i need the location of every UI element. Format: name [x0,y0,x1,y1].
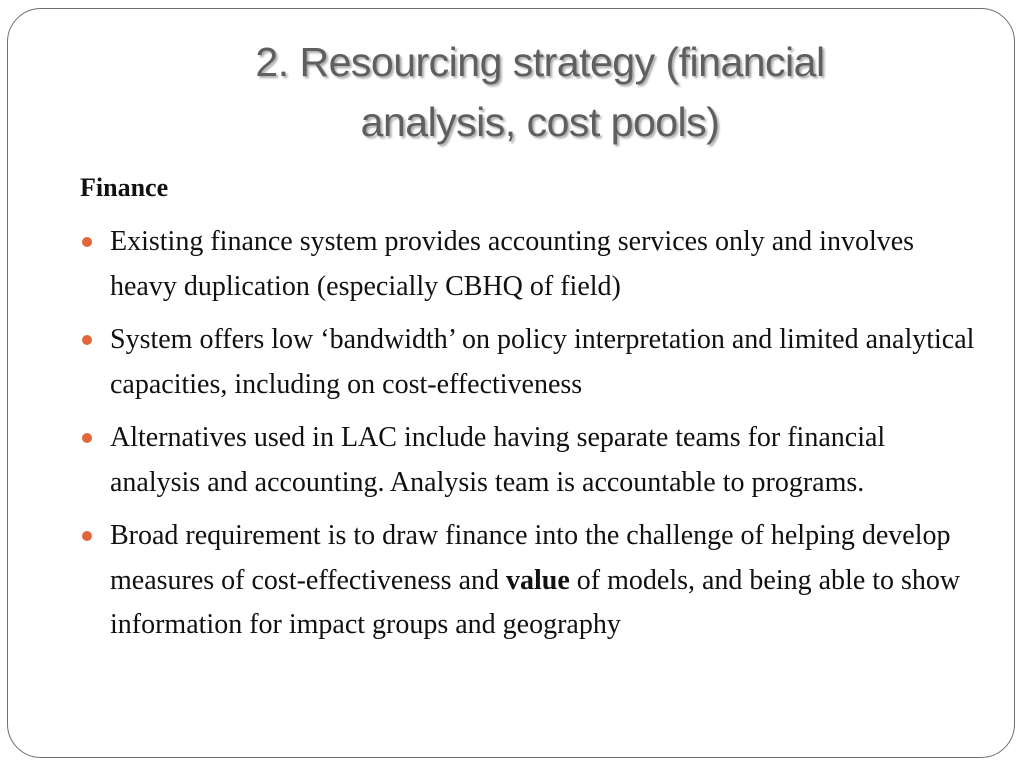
slide-title-line-2: analysis, cost pools) [360,99,720,145]
bullet-item [80,514,980,648]
bullet-list [80,220,980,648]
bullet-text-part: of models, and being able to show information for impact groups and geography [110,564,961,640]
bullet-dot-icon [82,335,92,345]
bullet-item [80,416,980,505]
bullet-dot-icon [82,531,92,541]
bullet-text: System offers low ‘bandwidth’ on policy interpretation and limited analytical capacities, including on cost-effectiveness [110,324,975,400]
section-heading: Finance [80,173,169,202]
bullet-dot-icon [82,433,92,443]
bullet-item [80,318,980,407]
slide-title-line-1: 2. Resourcing strategy (financial [255,39,825,85]
slide-body [80,170,980,657]
bullet-text-part: Broad requirement is to draw finance into the challenge of helping develop measures of cost-effectiveness and [110,520,951,596]
bullet-text: Alternatives used in LAC include having separate teams for financial analysis and accounting. Analysis team is accountable to programs. [110,422,886,498]
slide-title [140,32,940,152]
bullet-item [80,220,980,309]
bullet-text: Existing finance system provides accounting services only and involves heavy duplication (especially CBHQ of field) [110,226,915,302]
bullet-text-emphasis: value [506,564,570,596]
bullet-dot-icon [82,237,92,247]
bullet-text [110,520,960,640]
